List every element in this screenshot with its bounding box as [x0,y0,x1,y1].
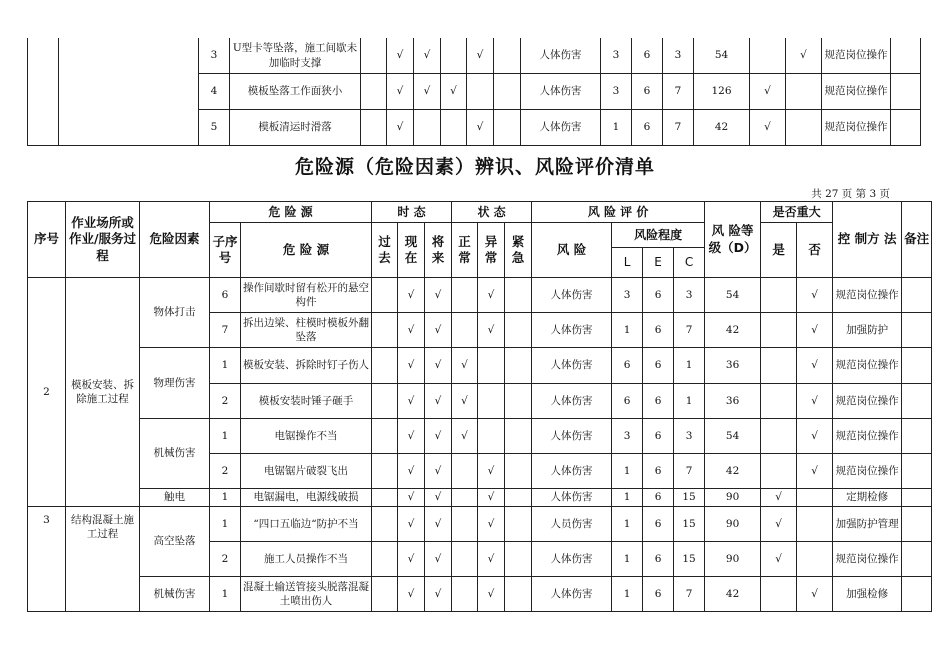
major-yes-cell: √ [750,110,786,146]
control-cell: 定期检修 [833,489,902,507]
normal-cell: √ [441,74,467,110]
col-e: E [643,248,674,278]
control-cell: 规范岗位操作 [822,74,891,110]
l-cell: 1 [612,454,643,489]
major-no-cell: √ [797,313,833,348]
sub-seq-cell: 2 [210,542,241,577]
l-cell: 6 [612,348,643,384]
risk-cell: 人体伤害 [521,38,601,74]
col-emergency: 紧急 [505,223,532,278]
present-cell: √ [398,542,425,577]
col-yes: 是 [761,223,797,278]
remark-cell [902,454,932,489]
risk-cell: 人体伤害 [521,110,601,146]
hazard-cell: 施工人员操作不当 [241,542,372,577]
c-cell: 1 [674,348,705,384]
col-control: 控 制方 法 [833,202,902,278]
col-hazard: 危 险 源 [241,223,372,278]
hazard-cell: 操作间歇时留有松开的悬空构件 [241,278,372,313]
emergency-cell [505,278,532,313]
col-eval-group: 风 险 评 价 [532,202,705,223]
c-cell: 7 [663,74,694,110]
normal-cell [441,110,467,146]
grade-cell: 36 [705,384,761,419]
sub-seq-cell: 3 [199,38,230,74]
abnormal-cell [478,419,505,454]
sub-seq-cell: 2 [210,384,241,419]
major-no-cell: √ [797,577,833,612]
present-cell: √ [398,313,425,348]
hazard-cell: 模板安装、拆除时钉子伤人 [241,348,372,384]
major-yes-cell [761,454,797,489]
normal-cell: √ [452,384,478,419]
major-no-cell [797,507,833,542]
factor-cell: 物体打击 [140,278,210,348]
l-cell: 1 [612,507,643,542]
control-cell: 规范岗位操作 [833,348,902,384]
factor-cell: 触电 [140,489,210,507]
col-sub-seq: 子序号 [210,223,241,278]
major-no-cell: √ [797,278,833,313]
remark-cell [891,110,921,146]
past-cell [372,454,398,489]
future-cell [414,110,441,146]
table-row [28,577,932,612]
past-cell [372,384,398,419]
abnormal-cell [478,384,505,419]
remark-cell [902,348,932,384]
l-cell: 6 [612,384,643,419]
col-c: C [674,248,705,278]
e-cell: 6 [632,74,663,110]
control-cell: 规范岗位操作 [833,454,902,489]
present-cell: √ [387,74,414,110]
factor-cell: 高空坠落 [140,507,210,577]
normal-cell [452,313,478,348]
sub-seq-cell: 1 [210,577,241,612]
seq-cell: 2 [28,278,66,507]
abnormal-cell: √ [478,577,505,612]
col-place: 作业场所或作业/服务过程 [66,202,140,278]
remark-cell [902,577,932,612]
risk-cell: 人体伤害 [532,313,612,348]
l-cell: 1 [601,110,632,146]
l-cell: 1 [612,577,643,612]
control-cell: 规范岗位操作 [822,38,891,74]
emergency-cell [505,489,532,507]
grade-cell: 90 [705,507,761,542]
emergency-cell [505,454,532,489]
future-cell: √ [414,38,441,74]
past-cell [361,38,387,74]
future-cell: √ [425,348,452,384]
c-cell: 3 [674,419,705,454]
sub-seq-cell: 5 [199,110,230,146]
remark-cell [902,542,932,577]
abnormal-cell [478,348,505,384]
control-cell: 规范岗位操作 [833,278,902,313]
grade-cell: 36 [705,348,761,384]
emergency-cell [494,110,521,146]
emergency-cell [505,348,532,384]
risk-cell: 人体伤害 [532,419,612,454]
col-tense-group: 时 态 [372,202,452,223]
grade-cell: 42 [705,577,761,612]
future-cell: √ [425,313,452,348]
control-cell: 规范岗位操作 [833,542,902,577]
risk-cell: 人体伤害 [521,74,601,110]
c-cell: 15 [674,542,705,577]
major-yes-cell [761,278,797,313]
control-cell: 加强防护 [833,313,902,348]
risk-cell: 人体伤害 [532,489,612,507]
grade-cell: 42 [705,313,761,348]
l-cell: 3 [601,38,632,74]
normal-cell: √ [452,348,478,384]
major-yes-cell [761,313,797,348]
major-no-cell: √ [797,419,833,454]
present-cell: √ [398,348,425,384]
major-yes-cell: √ [761,542,797,577]
normal-cell [441,38,467,74]
place-cell: 结构混凝土施工过程 [66,507,140,612]
risk-cell: 人员伤害 [532,507,612,542]
future-cell: √ [425,454,452,489]
hazard-cell: U型卡等坠落，施工间歇未加临时支撑 [230,38,361,74]
abnormal-cell: √ [478,489,505,507]
col-l: L [612,248,643,278]
major-yes-cell [750,38,786,74]
col-abnormal: 异常 [478,223,505,278]
sub-seq-cell: 1 [210,348,241,384]
e-cell: 6 [643,313,674,348]
past-cell [372,278,398,313]
control-cell: 规范岗位操作 [833,384,902,419]
c-cell: 7 [674,313,705,348]
e-cell: 6 [643,278,674,313]
major-yes-cell [761,577,797,612]
e-cell: 6 [643,577,674,612]
factor-cell: 机械伤害 [140,577,210,612]
remark-cell [902,507,932,542]
col-state-group: 状 态 [452,202,532,223]
emergency-cell [505,419,532,454]
sub-seq-cell: 7 [210,313,241,348]
col-hazard-group: 危 险 源 [210,202,372,223]
col-seq: 序号 [28,202,66,278]
l-cell: 1 [612,489,643,507]
present-cell: √ [387,38,414,74]
present-cell: √ [387,110,414,146]
present-cell: √ [398,419,425,454]
e-cell: 6 [643,384,674,419]
grade-cell: 90 [705,542,761,577]
present-cell: √ [398,278,425,313]
past-cell [372,348,398,384]
abnormal-cell: √ [467,38,494,74]
future-cell: √ [425,542,452,577]
remark-cell [891,74,921,110]
normal-cell [452,542,478,577]
table-row [28,489,932,507]
past-cell [372,577,398,612]
past-cell [372,419,398,454]
e-cell: 6 [643,507,674,542]
major-yes-cell [761,384,797,419]
past-cell [372,489,398,507]
e-cell: 6 [643,419,674,454]
emergency-cell [494,74,521,110]
major-yes-cell: √ [761,489,797,507]
major-no-cell [797,542,833,577]
e-cell: 6 [632,38,663,74]
abnormal-cell [467,74,494,110]
abnormal-cell: √ [467,110,494,146]
risk-register-table [27,201,932,612]
c-cell: 7 [674,454,705,489]
normal-cell [452,454,478,489]
major-yes-cell: √ [750,74,786,110]
sub-seq-cell: 6 [210,278,241,313]
e-cell: 6 [632,110,663,146]
major-no-cell: √ [797,454,833,489]
past-cell [361,110,387,146]
col-degree: 风险程度 [612,223,705,248]
col-future: 将来 [425,223,452,278]
l-cell: 1 [612,542,643,577]
remark-cell [902,419,932,454]
major-yes-cell [761,348,797,384]
l-cell: 3 [612,419,643,454]
emergency-cell [505,577,532,612]
factor-cell: 机械伤害 [140,419,210,489]
grade-cell: 54 [705,419,761,454]
control-cell: 加强检修 [833,577,902,612]
present-cell: √ [398,454,425,489]
col-normal: 正常 [452,223,478,278]
hazard-cell: 模板清运时滑落 [230,110,361,146]
major-no-cell: √ [797,348,833,384]
table-row [28,278,932,313]
continuation-table [27,38,921,146]
col-past: 过去 [372,223,398,278]
col-factor: 危险因素 [140,202,210,278]
future-cell: √ [425,507,452,542]
grade-cell: 42 [694,110,750,146]
sub-seq-cell: 1 [210,507,241,542]
risk-cell: 人体伤害 [532,577,612,612]
remark-cell [902,313,932,348]
sub-seq-cell: 1 [210,419,241,454]
emergency-cell [494,38,521,74]
hazard-cell: 拆出边梁、柱模时模板外翻坠落 [241,313,372,348]
col-risk: 风 险 [532,223,612,278]
hazard-cell: 模板安装时锤子砸手 [241,384,372,419]
e-cell: 6 [643,348,674,384]
past-cell [372,542,398,577]
emergency-cell [505,313,532,348]
risk-cell: 人体伤害 [532,384,612,419]
c-cell: 7 [663,110,694,146]
col-no: 否 [797,223,833,278]
hazard-cell: 混凝土输送管接头脱落混凝土喷出伤人 [241,577,372,612]
control-cell: 规范岗位操作 [822,110,891,146]
normal-cell: √ [452,419,478,454]
c-cell: 1 [674,384,705,419]
grade-cell: 42 [705,454,761,489]
c-cell: 15 [674,489,705,507]
grade-cell: 54 [694,38,750,74]
future-cell: √ [425,577,452,612]
table-row [28,419,932,454]
hazard-cell: 电锯漏电，电源线破损 [241,489,372,507]
emergency-cell [505,542,532,577]
place-cell: 模板安装、拆除施工过程 [66,278,140,507]
future-cell: √ [425,278,452,313]
seq-cell [28,38,59,146]
table-row [28,348,932,384]
risk-cell: 人体伤害 [532,542,612,577]
col-present: 现在 [398,223,425,278]
abnormal-cell: √ [478,313,505,348]
c-cell: 15 [674,507,705,542]
table-row [28,507,932,542]
abnormal-cell: √ [478,278,505,313]
past-cell [361,74,387,110]
sub-seq-cell: 1 [210,489,241,507]
present-cell: √ [398,507,425,542]
future-cell: √ [414,74,441,110]
risk-cell: 人体伤害 [532,454,612,489]
control-cell: 加强防护管理 [833,507,902,542]
normal-cell [452,507,478,542]
remark-cell [902,489,932,507]
future-cell: √ [425,419,452,454]
future-cell: √ [425,384,452,419]
major-no-cell [786,110,822,146]
table-row [28,38,921,74]
hazard-cell: 电锯操作不当 [241,419,372,454]
hazard-cell: 电锯锯片破裂飞出 [241,454,372,489]
risk-cell: 人体伤害 [532,348,612,384]
col-grade: 风 险等 级（D） [705,202,761,278]
present-cell: √ [398,577,425,612]
e-cell: 6 [643,454,674,489]
grade-cell: 54 [705,278,761,313]
major-no-cell: √ [786,38,822,74]
col-remark: 备注 [902,202,932,278]
e-cell: 6 [643,542,674,577]
future-cell: √ [425,489,452,507]
place-cell [59,38,199,146]
hazard-cell: 模板坠落工作面狭小 [230,74,361,110]
control-cell: 规范岗位操作 [833,419,902,454]
major-no-cell [797,489,833,507]
l-cell: 3 [612,278,643,313]
present-cell: √ [398,489,425,507]
c-cell: 7 [674,577,705,612]
remark-cell [902,278,932,313]
page-indicator: 共 27 页 第 3 页 [811,188,890,200]
c-cell: 3 [674,278,705,313]
l-cell: 1 [612,313,643,348]
grade-cell: 90 [705,489,761,507]
normal-cell [452,577,478,612]
grade-cell: 126 [694,74,750,110]
normal-cell [452,489,478,507]
remark-cell [902,384,932,419]
normal-cell [452,278,478,313]
past-cell [372,507,398,542]
emergency-cell [505,507,532,542]
document-title: 危险源（危险因素）辨识、风险评价清单 [294,156,655,178]
factor-cell: 物理伤害 [140,348,210,419]
abnormal-cell: √ [478,542,505,577]
remark-cell [891,38,921,74]
major-yes-cell [761,419,797,454]
hazard-cell: “四口五临边“防护不当 [241,507,372,542]
major-no-cell: √ [797,384,833,419]
sub-seq-cell: 2 [210,454,241,489]
emergency-cell [505,384,532,419]
major-yes-cell: √ [761,507,797,542]
present-cell: √ [398,384,425,419]
abnormal-cell: √ [478,454,505,489]
major-no-cell [786,74,822,110]
c-cell: 3 [663,38,694,74]
risk-cell: 人体伤害 [532,278,612,313]
past-cell [372,313,398,348]
abnormal-cell: √ [478,507,505,542]
col-major: 是否重大 [761,202,833,223]
l-cell: 3 [601,74,632,110]
sub-seq-cell: 4 [199,74,230,110]
seq-cell: 3 [28,507,66,612]
e-cell: 6 [643,489,674,507]
